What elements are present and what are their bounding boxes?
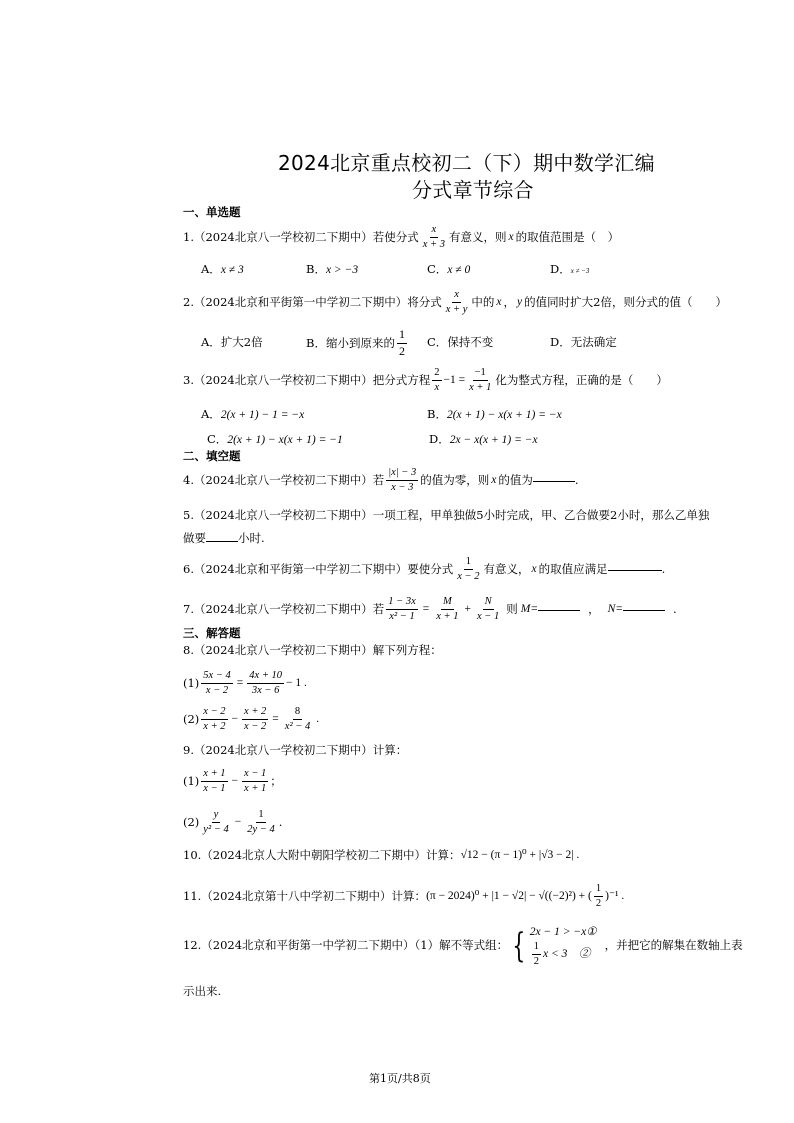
question-9-part-1: (1) $\frac{x + 1}{x - 1}$ − $\frac{x - 1}{x + 1}$ ； — [183, 768, 282, 795]
question-6-fraction: $\frac{1}{x - 2}$ — [457, 556, 480, 583]
question-7-stem-prefix: 7.（2024北京八一学校初二下期中）若 — [183, 601, 385, 616]
section-heading-single-choice: 一、单选题 — [183, 205, 241, 219]
left-brace-icon: { — [512, 926, 526, 967]
question-3-fraction-left: $\frac{2}{x}$ — [434, 367, 440, 394]
q3-option-d: D．2x − x(x + 1) = −x — [429, 432, 538, 446]
page-subtitle: 分式章节综合 — [412, 178, 534, 202]
question-1-stem-text: 有意义，则 — [449, 229, 507, 244]
question-5-line-2: 做要 小时. — [183, 531, 265, 545]
answer-blank[interactable] — [533, 480, 575, 482]
question-1-stem-suffix: 的取值范围是（ ） — [515, 229, 620, 244]
question-6 — [183, 556, 665, 583]
question-6-end: . — [661, 561, 666, 576]
page-number: 第1页/共8页 — [369, 1072, 431, 1085]
question-8-stem: 8.（2024北京八一学校初二下期中）解下列方程： — [183, 643, 442, 657]
fraction-numerator: x — [452, 289, 461, 303]
question-6-variable: x — [531, 562, 537, 575]
question-8-part-1: (1) $\frac{5x - 4}{x - 2}$ = $\frac{4x + 10}{3x - 6}$ − 1 . — [183, 670, 307, 697]
question-2-stem-prefix: 2.（2024北京和平街第一中学初二下期中）将分式 — [183, 294, 442, 309]
question-7-fraction-1: $\frac{1 - 3x}{\text{x² − 1}}$ — [388, 596, 416, 623]
question-6-stem-suffix: 的取值应满足 — [538, 561, 608, 576]
question-7: 7.（2024北京八一学校初二下期中）若 $\frac{1 - 3x}{\text{x² − 1}}$ = $\frac{M}{x + 1}$ + $\frac{N}{x - 1}$ 则 M= ， N= . — [183, 596, 677, 623]
question-7-fraction-3: $\frac{N}{x - 1}$ — [477, 596, 500, 623]
section-heading-fill-blank: 二、填空题 — [183, 449, 241, 463]
q2-option-c: C．保持不变 — [427, 335, 494, 349]
question-1-stem-prefix: 1.（2024北京八一学校初二下期中）若使分式 — [183, 229, 419, 244]
question-6-stem-text: 有意义， — [483, 561, 530, 576]
question-4-end: . — [574, 472, 579, 487]
q2-option-b: B． 缩小到原来的 $\frac{1}{2}$ — [306, 327, 405, 358]
q1-option-c: C．x ≠ 0 — [427, 262, 471, 276]
question-3 — [183, 367, 668, 394]
q3-option-c: C．2(x + 1) − x(x + 1) = −1 — [207, 432, 343, 446]
answer-blank-n[interactable] — [623, 609, 665, 611]
question-3-middle: −1 = — [443, 373, 466, 386]
question-5-line-1: 5.（2024北京八一学校初二下期中）一项工程，甲单独做5小时完成，甲、乙合做要2小时，那么乙单独 — [183, 508, 710, 522]
page-title: 2024北京重点校初二（下）期中数学汇编 — [278, 151, 655, 175]
answer-blank-m[interactable] — [538, 609, 580, 611]
question-9-stem: 9.（2024北京八一学校初二下期中）计算： — [183, 743, 408, 757]
question-4 — [183, 467, 579, 494]
q2-option-b-fraction: $\frac{1}{2}$ — [398, 327, 405, 358]
question-4-stem-prefix: 4.（2024北京八一学校初二下期中）若 — [183, 472, 385, 487]
question-11: 11.（2024北京第十八中学初二下期中）计算： (π − 2024)⁰ + |1 − √2| − √((−2)²) + ( $\frac{1}{2}$ )⁻¹ . — [183, 883, 625, 910]
fraction-denominator: x + y — [445, 304, 468, 316]
inequality-1: 2x − 1 > −x① — [529, 926, 597, 938]
fraction-numerator: x — [430, 224, 439, 238]
question-12: 12.（2024北京和平街第一中学初二下期中）（1）解不等式组： { 2x − 1 > −x① $\frac{1}{2}$ x < 3 ② ，并把它的解集在数轴上表 — [183, 926, 743, 968]
question-2-variable-y: y — [517, 295, 523, 308]
question-9-part-2: (2) $\frac{y}{\text{y² − 4}}$ − $\frac{1}{2y - 4}$ . — [183, 809, 283, 836]
question-1 — [183, 224, 619, 251]
question-4-fraction: $\frac{|x| - 3}{x - 3}$ — [388, 467, 417, 494]
question-3-stem-prefix: 3.（2024北京八一学校初二下期中）把分式方程 — [183, 372, 431, 387]
question-3-stem-suffix: 化为整式方程，正确的是（ ） — [495, 372, 668, 387]
q2-option-a: A．扩大2倍 — [201, 335, 263, 349]
question-3-fraction-right: $\frac{-1}{x + 1}$ — [469, 367, 492, 394]
question-8-part-2: (2) $\frac{x - 2}{x + 2}$ − $\frac{x + 2}{x - 2}$ = $\frac{8}{\text{x² − 4}}$ . — [183, 706, 320, 733]
question-6-stem-prefix: 6.（2024北京和平街第一中学初二下期中）要使分式 — [183, 561, 454, 576]
question-10: 10.（2024北京人大附中朝阳学校初二下期中）计算： √12 − (π − 1)⁰ + |√3 − 2| . — [183, 848, 580, 862]
question-2-variable-x: x — [496, 295, 502, 308]
question-1-fraction — [421, 224, 447, 251]
question-7-fraction-2: $\frac{M}{x + 1}$ — [436, 596, 459, 623]
question-12-line-2: 示出来. — [183, 984, 222, 998]
answer-blank[interactable] — [608, 569, 662, 571]
question-2-separator: ， — [503, 294, 516, 309]
section-heading-solution: 三、解答题 — [183, 626, 241, 640]
inequality-2: $\frac{1}{2}$ x < 3 ② — [533, 941, 591, 968]
question-11-expression: (π − 2024)⁰ + |1 − √2| − √((−2)²) + ( — [426, 889, 592, 902]
q2-option-d: D．无法确定 — [550, 335, 617, 349]
question-1-variable: x — [508, 230, 514, 243]
q3-option-a: A．2(x + 1) − 1 = −x — [201, 407, 305, 421]
question-4-variable: x — [491, 473, 497, 486]
q1-option-d: D．x ≠ −3 — [550, 262, 590, 276]
q1-option-a: A．x ≠ 3 — [201, 262, 244, 276]
question-2-stem-suffix: 的值同时扩大2倍，则分式的值（ ） — [524, 294, 727, 309]
question-2-stem-text: 中的 — [471, 294, 495, 309]
fraction-denominator: x + 3 — [422, 239, 445, 251]
question-10-expression: √12 − (π − 1)⁰ + |√3 − 2| . — [460, 849, 580, 861]
question-4-stem-suffix: 的值为 — [498, 472, 533, 487]
question-2 — [183, 289, 727, 316]
q3-option-b: B．2(x + 1) − x(x + 1) = −x — [427, 407, 562, 421]
question-4-stem-text: 的值为零，则 — [420, 472, 490, 487]
answer-blank[interactable] — [206, 540, 238, 542]
q1-option-b: B．x > −3 — [306, 262, 359, 276]
question-2-fraction — [444, 289, 470, 316]
inequality-system — [530, 924, 597, 968]
